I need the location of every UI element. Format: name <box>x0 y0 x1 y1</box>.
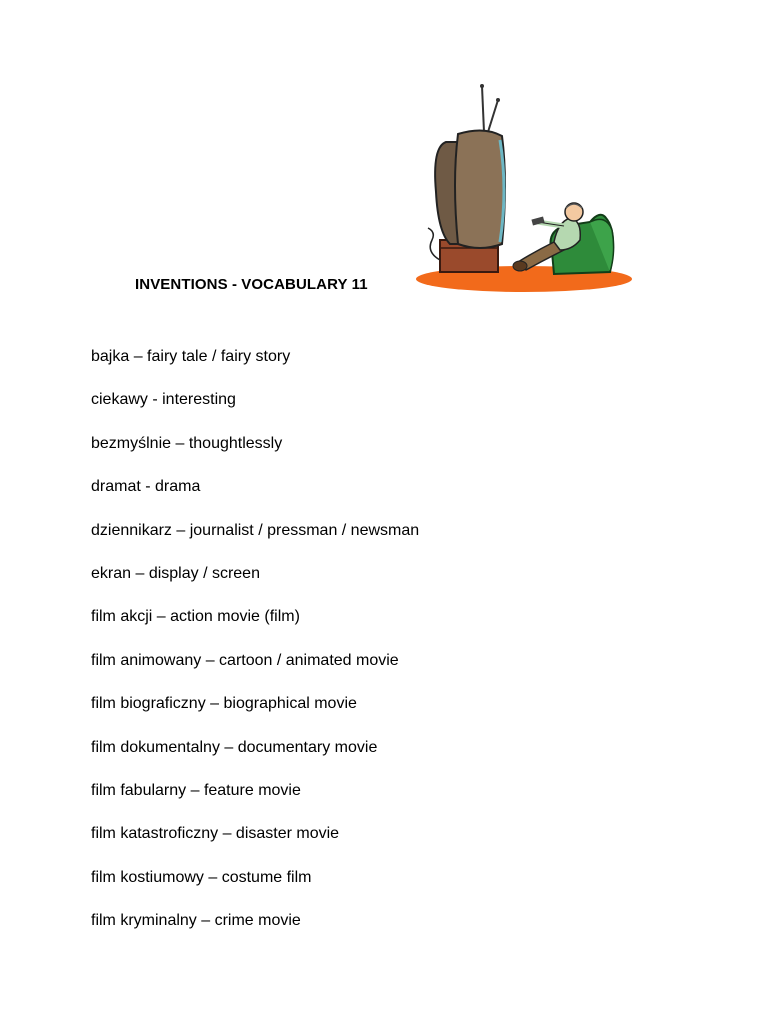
vocabulary-entry: film dokumentalny – documentary movie <box>91 738 378 756</box>
vocabulary-entry: ekran – display / screen <box>91 564 260 582</box>
vocabulary-list <box>91 346 419 953</box>
vocabulary-entry: film fabularny – feature movie <box>91 781 301 799</box>
vocabulary-entry: film kryminalny – crime movie <box>91 912 301 930</box>
man-watching-tv-icon <box>414 82 636 294</box>
document-title: INVENTIONS - VOCABULARY 11 <box>135 276 368 293</box>
vocabulary-entry: dramat - drama <box>91 478 201 496</box>
vocabulary-entry: film kostiumowy – costume film <box>91 868 312 886</box>
vocabulary-entry: film biograficzny – biographical movie <box>91 695 357 713</box>
vocabulary-entry: film katastroficzny – disaster movie <box>91 825 340 843</box>
tv-body-shape <box>455 130 505 248</box>
vocabulary-entry: ciekawy - interesting <box>91 391 236 409</box>
vocabulary-entry: film animowany – cartoon / animated movie <box>91 651 399 669</box>
vocabulary-entry: bezmyślnie – thoughtlessly <box>91 434 283 452</box>
vocabulary-entry: film akcji – action movie (film) <box>91 608 300 626</box>
vocabulary-entry: bajka – fairy tale / fairy story <box>91 348 291 365</box>
vocabulary-entry: dziennikarz – journalist / pressman / newsman <box>91 521 420 539</box>
